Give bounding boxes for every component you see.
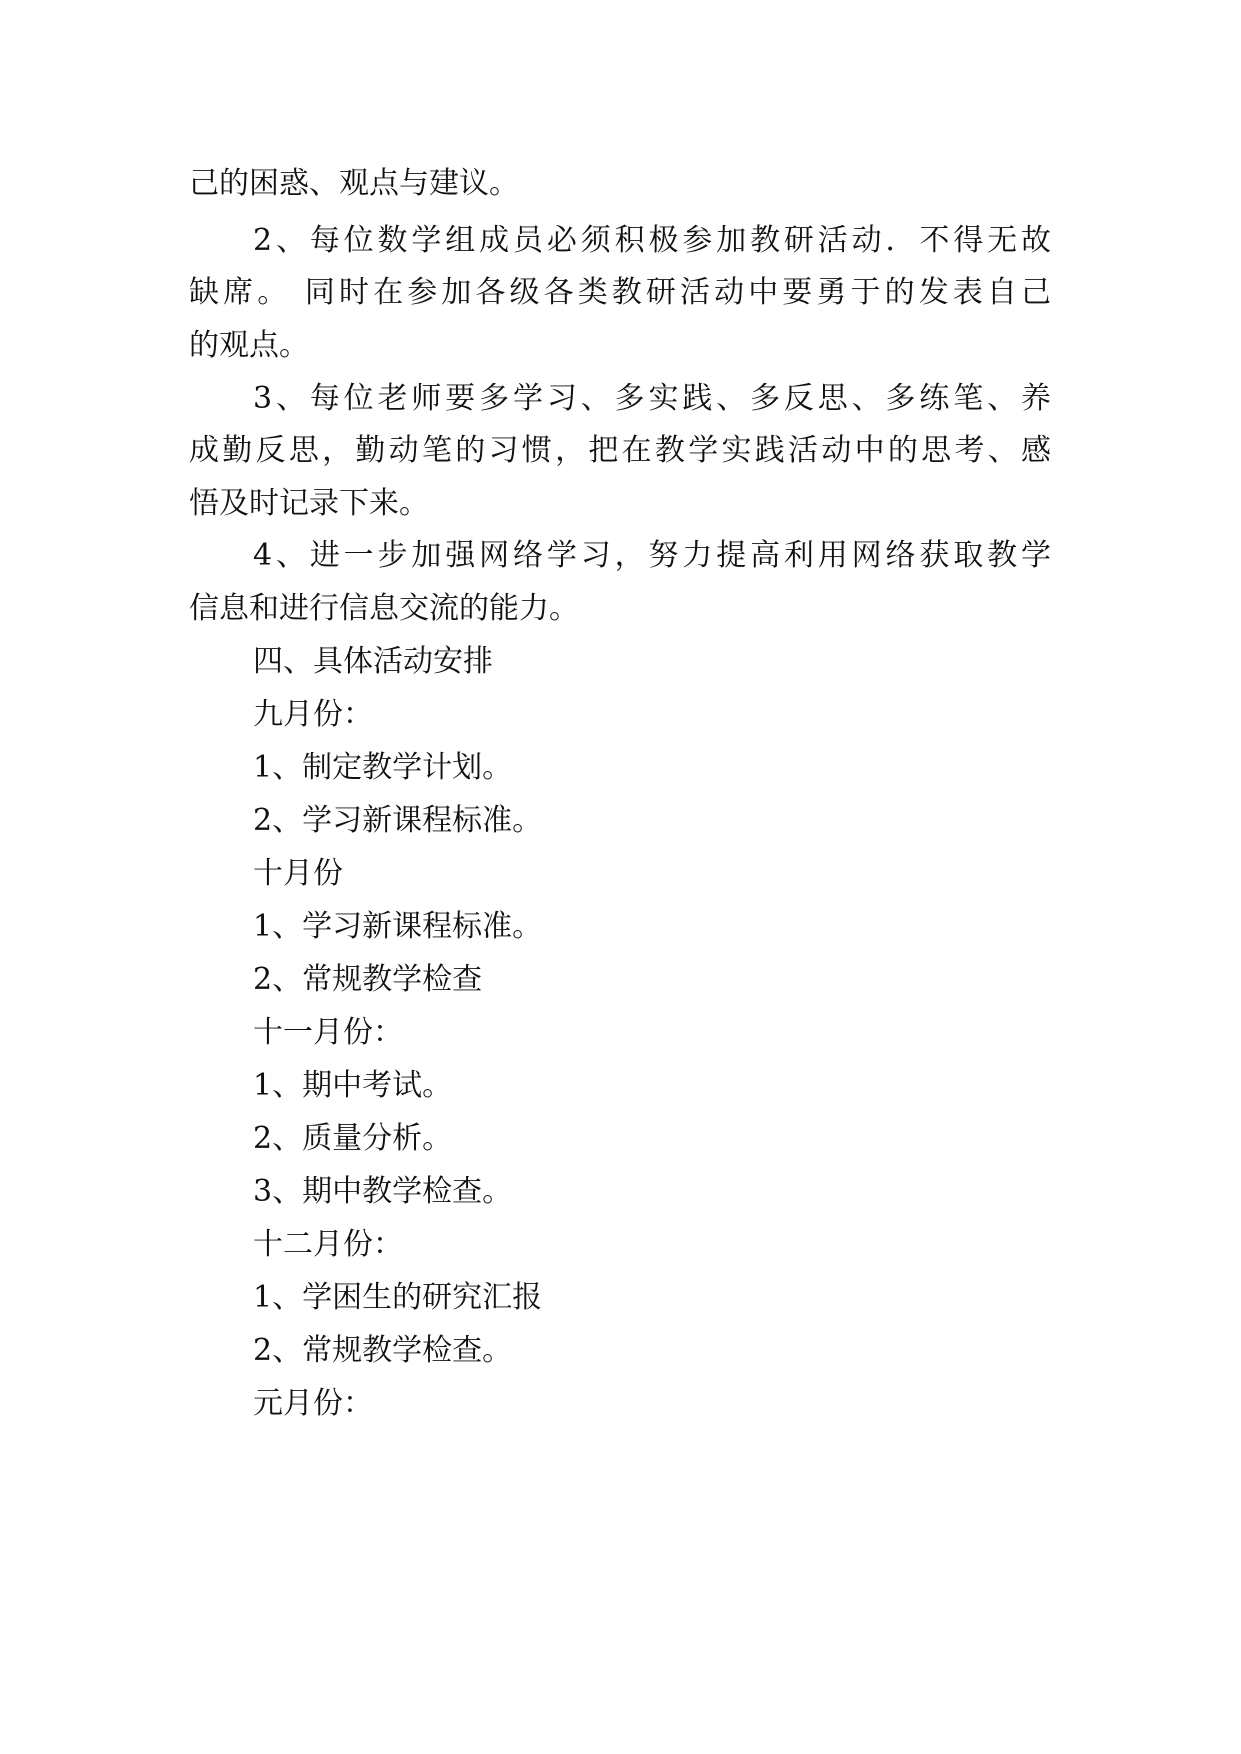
list-item: 2、质量分析。: [253, 1121, 453, 1156]
month-heading: 十月份: [253, 856, 343, 891]
month-heading: 十二月份：: [253, 1227, 403, 1262]
list-item: 1、学习新课程标准。: [253, 909, 543, 944]
month-heading: 元月份：: [253, 1386, 373, 1421]
month-heading: 九月份：: [253, 697, 373, 732]
list-item: 2、学习新课程标准。: [253, 803, 543, 838]
text-line: 4、进一步加强网络学习，努力提高利用网络获取教学: [253, 538, 1051, 573]
section-heading: 四、具体活动安排: [253, 644, 493, 679]
text-line: 的观点。: [189, 328, 309, 363]
list-item: 1、学困生的研究汇报: [253, 1280, 543, 1315]
list-item: 2、常规教学检查: [253, 962, 483, 997]
text-line: 2、每位数学组成员必须积极参加教研活动．不得无故: [253, 223, 1051, 258]
text-line: 缺席。 同时在参加各级各类教研活动中要勇于的发表自己: [189, 275, 1051, 310]
list-item: 2、常规教学检查。: [253, 1333, 513, 1368]
text-line: 3、每位老师要多学习、多实践、多反思、多练笔、养: [253, 381, 1051, 416]
list-item: 1、制定教学计划。: [253, 750, 513, 785]
text-line: 成勤反思，勤动笔的习惯，把在教学实践活动中的思考、感: [189, 433, 1051, 468]
text-line: 信息和进行信息交流的能力。: [189, 591, 579, 626]
list-item: 1、期中考试。: [253, 1068, 453, 1103]
text-line: 己的困惑、观点与建议。: [189, 166, 519, 201]
list-item: 3、期中教学检查。: [253, 1174, 513, 1209]
text-line: 悟及时记录下来。: [189, 486, 429, 521]
month-heading: 十一月份：: [253, 1015, 403, 1050]
